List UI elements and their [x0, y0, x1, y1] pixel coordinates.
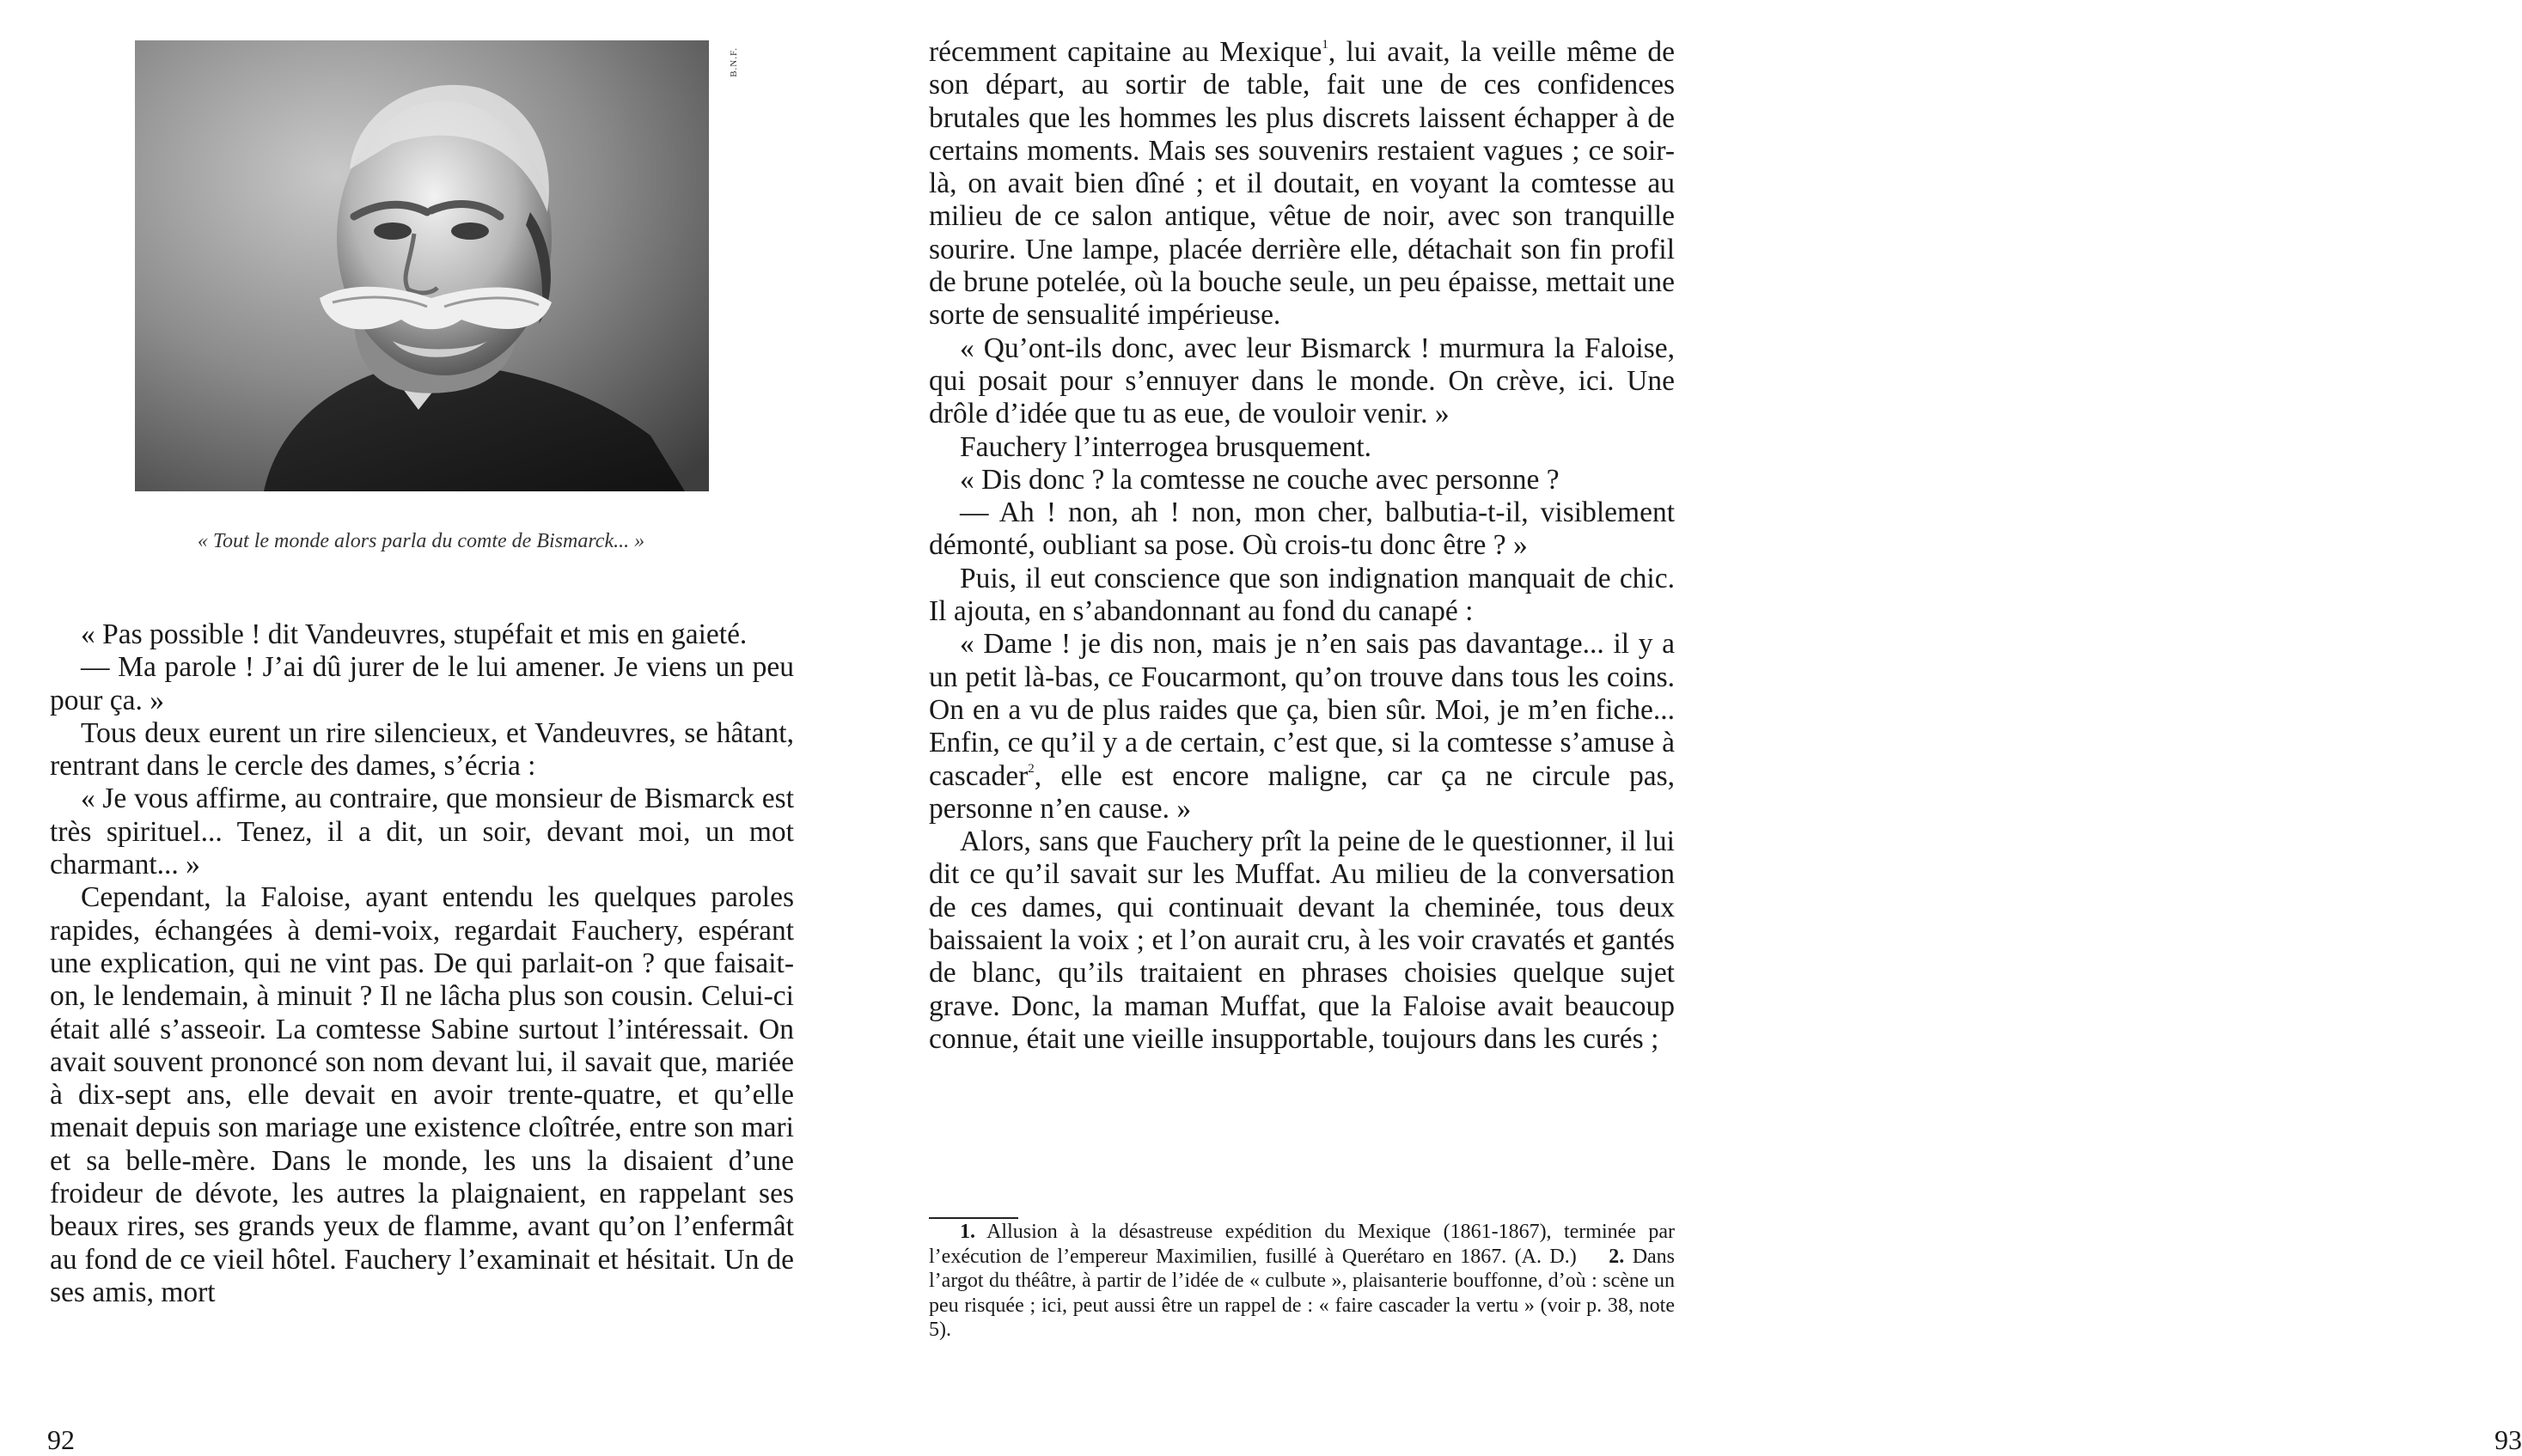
paragraph: Cependant, la Faloise, ayant entendu les quelques paroles rapides, échangées à demi-voix, regardait Fauchery, espérant une explication, qui ne vint pas. De qui parlait-on ? que faisait-on, le lendemain, à minuit ? Il ne lâcha plus son cousin. Celui-ci était allé s’asseoir. La comtesse Sabine surtout l’intéressait. On avait souvent prononcé son nom devant lui, il savait que, mariée à dix-sept ans, elle devait en avoir trente-quatre, et qu’elle menait depuis son mariage une existence cloîtrée, entre son mari et sa belle-mère. Dans le monde, les uns la disaient d’une froideur de dévote, les autres la plaignaient, en rappelant ses beaux rires, ses grands yeux de flamme, avant qu’on l’enfermât au fond de ce vieil hôtel. Fauchery l’examinait et hésitait. Un de ses amis, mort [50, 881, 794, 1308]
footnote-1: Allusion à la désastreuse expédition du Mexique (1861-1867), terminée par l’exécution de l’empereur Maximilien, fusillé à Querétaro en 1867. (A. D.) [929, 1221, 1675, 1268]
paragraph: « Je vous affirme, au contraire, que monsieur de Bismarck est très spirituel... Tenez, il a dit, un soir, devant moi, un mot charmant... » [50, 783, 794, 881]
text-run: récemment capitaine au Mexique [929, 36, 1322, 68]
paragraph [929, 36, 1675, 332]
footnote-label-2: 2. [1609, 1245, 1625, 1268]
paragraph: Fauchery l’interrogea brusquement. [960, 430, 1372, 463]
paragraph: Tous deux eurent un rire silencieux, et Vandeuvres, se hâtant, rentrant dans le cercle des dames, s’écria : [50, 716, 794, 783]
page-number: 93 [2495, 1424, 2522, 1455]
footnote-ref-1: 1 [1322, 38, 1328, 52]
footnote-label-1: 1. [960, 1221, 975, 1243]
footnote-rule [929, 1217, 1018, 1219]
paragraph: « Dis donc ? la comtesse ne couche avec personne ? [960, 463, 1560, 496]
paragraph: « Qu’ont-ils donc, avec leur Bismarck ! murmura la Faloise, qui posait pour s’ennuyer dans le monde. On crève, ici. Une drôle d’idée que tu as eue, de vouloir venir. » [929, 332, 1675, 430]
right-body-text [929, 36, 1675, 1056]
page-number: 92 [47, 1424, 75, 1455]
paragraph: — Ma parole ! J’ai dû jurer de le lui amener. Je viens un peu pour ça. » [50, 651, 794, 716]
left-page [0, 0, 859, 1456]
footnote-2: Dans l’argot du théâtre, à partir de l’idée de « culbute », plaisanterie bouffonne, d’où : scène un peu risquée ; ici, peut aussi être un rappel de : « faire cascader la vertu » (voir p. 38, note 5). [929, 1245, 1676, 1341]
right-page [859, 0, 2522, 1456]
paragraph: « Pas possible ! dit Vandeuvres, stupéfait et mis en gaieté. [81, 618, 748, 650]
text-run: , lui avait, la veille même de son départ, au sortir de table, fait une de ces confidences brutales que les hommes les plus discrets laissent échapper à de certains moments. Mais ses souvenirs restaient vagues ; ce soir-là, on avait bien dîné ; et il doutait, en voyant la comtesse au milieu de ce salon antique, vêtue de noir, avec son tranquille sourire. Une lampe, placée derrière elle, détachait son fin profil de brune potelée, où la bouche seule, un peu épaisse, mettait une sorte de sensualité impérieuse. [929, 36, 1675, 332]
figure-caption: « Tout le monde alors parla du comte de Bismarck... » [197, 530, 645, 552]
paragraph [929, 628, 1675, 825]
image-credit: B.N.F. [729, 47, 739, 77]
portrait-image [135, 40, 709, 491]
paragraph: — Ah ! non, ah ! non, mon cher, balbutia-t-il, visiblement démonté, oubliant sa pose. Où crois-tu donc être ? » [929, 497, 1675, 562]
left-body-text [50, 618, 794, 1309]
footnote-text [929, 1220, 1675, 1343]
text-run: « Dame ! je dis non, mais je n’en sais pas davantage... il y a un petit là-bas, ce Foucarmont, qu’on trouve dans tous les coins. On en a vu de plus raides que ça, bien sûr. Moi, je m’en fiche... Enfin, ce qu’il y a de certain, c’est que, si la comtesse s’amuse à cascader [929, 628, 1675, 792]
bismarck-portrait-illustration [135, 40, 709, 491]
paragraph: Alors, sans que Fauchery prît la peine de le questionner, il lui dit ce qu’il savait sur les Muffat. Au milieu de la conversation de ces dames, qui continuait devant la cheminée, tous deux baissaient la voix ; et l’on aurait cru, à les voir cravatés et gantés de blanc, qu’ils traitaient en phrases choisies quelque sujet grave. Donc, la maman Muffat, que la Faloise avait beaucoup connue, était une vieille insupportable, toujours dans les curés ; [929, 825, 1675, 1055]
footnote-ref-2: 2 [1028, 761, 1035, 776]
footnotes [929, 1220, 1675, 1343]
paragraph: Puis, il eut conscience que son indignation manquait de chic. Il ajouta, en s’abandonnant au fond du canapé : [929, 562, 1675, 628]
text-run: , elle est encore maligne, car ça ne circule pas, personne n’en cause. » [929, 759, 1675, 825]
